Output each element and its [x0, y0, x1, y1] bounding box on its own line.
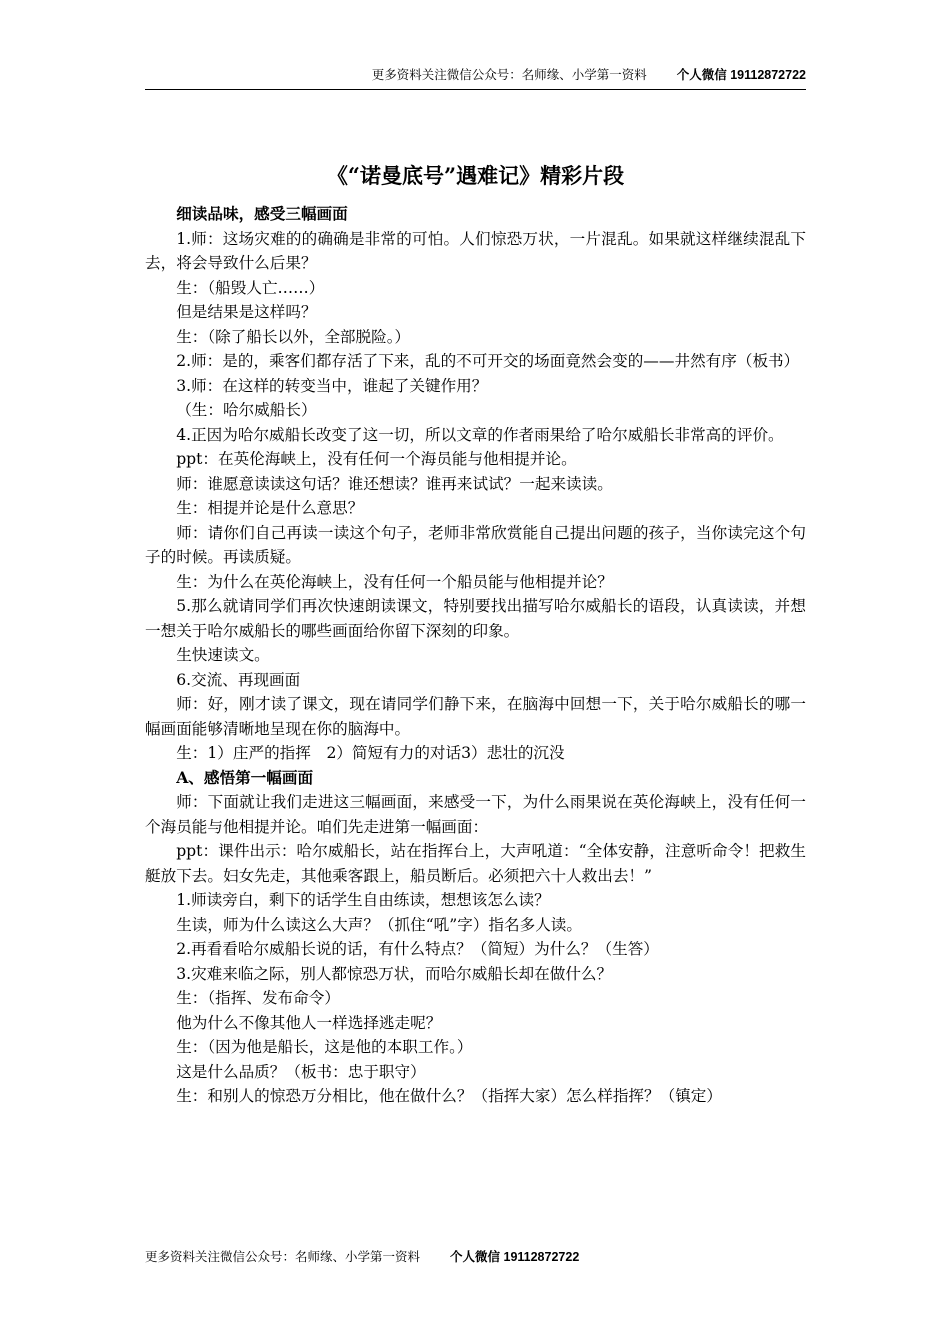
- paragraph: 3.师：在这样的转变当中，谁起了关键作用？: [176, 376, 488, 395]
- paragraph: 生：为什么在英伦海峡上，没有任何一个船员能与他相提并论？: [176, 572, 613, 591]
- paragraph: ppt：课件出示：哈尔威船长，站在指挥台上，大声吼道：“全体安静，注意听命令！把救生艇放下去。妇女先走，其他乘客跟上，船员断后。必须把六十人救出去！”: [145, 842, 806, 885]
- paragraph: ppt：在英伦海峡上，没有任何一个海员能与他相提并论。: [176, 450, 577, 468]
- paragraph: 师：好，刚才读了课文，现在请同学们静下来，在脑海中回想一下，关于哈尔威船长的哪一幅画面能够清晰地呈现在你的脑海中。: [145, 695, 806, 738]
- document-title: 《“诺曼底号”遇难记》精彩片段: [326, 163, 625, 188]
- paragraph: 4.正因为哈尔威船长改变了这一切，所以文章的作者雨果给了哈尔威船长非常高的评价。: [176, 425, 784, 444]
- paragraph: 1.师读旁白，剩下的话学生自由练读，想想该怎么读？: [176, 891, 550, 909]
- paragraph: 1.师：这场灾难的的确确是非常的可怕。人们惊恐万状，一片混乱。如果就这样继续混乱下去，将会导致什么后果？: [145, 229, 806, 272]
- paragraph: 生：（除了船长以外，全部脱险。）: [176, 327, 411, 346]
- paragraph: 他为什么不像其他人一样选择逃走呢？: [176, 1013, 442, 1032]
- paragraph: 2.再看看哈尔威船长说的话，有什么特点？（简短）为什么？（生答）: [176, 940, 659, 958]
- paragraph: 6.交流、再现画面: [176, 670, 301, 689]
- footer-wechat: 个人微信 19112872722: [450, 1250, 580, 1264]
- paragraph: 2.师：是的，乘客们都存活了下来，乱的不可开交的场面竟然会变的——井然有序（板书）: [176, 352, 800, 370]
- paragraph: 生：和别人的惊恐万分相比，他在做什么？（指挥大家）怎么样指挥？（镇定）: [176, 1087, 722, 1105]
- paragraph: 生：相提并论是什么意思？: [176, 499, 364, 517]
- paragraph: 但是结果是这样吗？: [176, 303, 317, 321]
- section-heading: A、感悟第一幅画面: [176, 767, 314, 787]
- header-wechat: 个人微信 19112872722: [676, 68, 806, 82]
- paragraph: 3.灾难来临之际，别人都惊恐万状，而哈尔威船长却在做什么？: [176, 964, 613, 983]
- page-header: [145, 66, 806, 90]
- page-footer: [145, 1248, 579, 1266]
- paragraph: 生：1）庄严的指挥 2）简短有力的对话3）悲壮的沉没: [176, 744, 565, 762]
- paragraph: 5.那么就请同学们再次快速朗读课文，特别要找出描写哈尔威船长的语段，认真读读，并想一想关于哈尔威船长的哪些画面给你留下深刻的印象。: [145, 597, 806, 640]
- header-text: 更多资料关注微信公众号：名师缘、小学第一资料: [371, 67, 647, 82]
- paragraph: 这是什么品质？（板书：忠于职守）: [176, 1062, 426, 1081]
- paragraph: 生：（因为他是船长，这是他的本职工作。）: [176, 1038, 473, 1056]
- paragraph: 生读，师为什么读这么大声？（抓住“吼”字）指名多人读。: [176, 915, 582, 934]
- paragraph: 师：下面就让我们走进这三幅画面，来感受一下，为什么雨果说在英伦海峡上，没有任何一个海员能与他相提并论。咱们先走进第一幅画面：: [145, 793, 806, 836]
- document-body: [145, 202, 806, 1109]
- section-heading: 细读品味，感受三幅画面: [176, 204, 348, 223]
- paragraph: 师：请你们自己再读一读这个句子，老师非常欣赏能自己提出问题的孩子，当你读完这个句子的时候。再读质疑。: [145, 523, 806, 566]
- paragraph: 生：（船毁人亡……）: [176, 278, 325, 297]
- paragraph: 师：谁愿意读读这句话？谁还想读？谁再来试试？一起来读读。: [176, 474, 613, 493]
- paragraph: 生快速读文。: [176, 646, 270, 664]
- paragraph: 生：（指挥、发布命令）: [176, 989, 340, 1007]
- paragraph: （生：哈尔威船长）: [176, 401, 317, 419]
- footer-text: 更多资料关注微信公众号：名师缘、小学第一资料: [145, 1249, 421, 1264]
